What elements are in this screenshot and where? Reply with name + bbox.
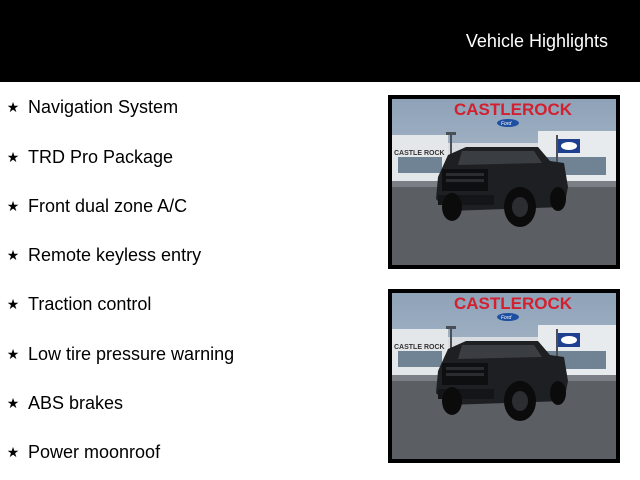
feature-item [6,243,201,267]
ford-badge: Ford [501,121,512,127]
feature-label: Navigation System [28,97,179,117]
vehicle-photo-image [388,95,620,269]
star-icon: ★ [6,247,20,263]
feature-label: Low tire pressure warning [28,344,235,364]
star-icon: ★ [6,198,20,214]
vehicle-photo[interactable] [388,95,620,269]
dealer-logo: CASTLEROCK [454,100,573,119]
feature-item [6,145,173,169]
star-icon: ★ [6,395,20,411]
feature-item [6,342,234,366]
feature-label: Remote keyless entry [28,245,202,265]
ford-badge: Ford [501,315,512,321]
feature-item [6,194,187,218]
star-icon: ★ [6,296,20,312]
star-icon: ★ [6,346,20,362]
feature-item [6,440,160,464]
feature-label: Traction control [28,294,152,314]
feature-label: TRD Pro Package [28,147,174,167]
vehicle-photo[interactable] [388,289,620,463]
feature-item [6,391,123,415]
feature-item [6,95,178,119]
dealer-logo: CASTLEROCK [454,294,573,313]
header-title: Vehicle Highlights [465,31,608,51]
star-icon: ★ [6,444,20,460]
building-sign: CASTLE ROCK [394,150,445,157]
feature-label: Front dual zone A/C [28,196,188,216]
feature-item [6,292,151,316]
feature-label: ABS brakes [28,393,124,413]
header-bar [0,0,640,82]
star-icon: ★ [6,149,20,165]
building-sign: CASTLE ROCK [394,344,445,351]
star-icon: ★ [6,99,20,115]
feature-label: Power moonroof [28,442,161,462]
vehicle-photo-image [388,289,620,463]
